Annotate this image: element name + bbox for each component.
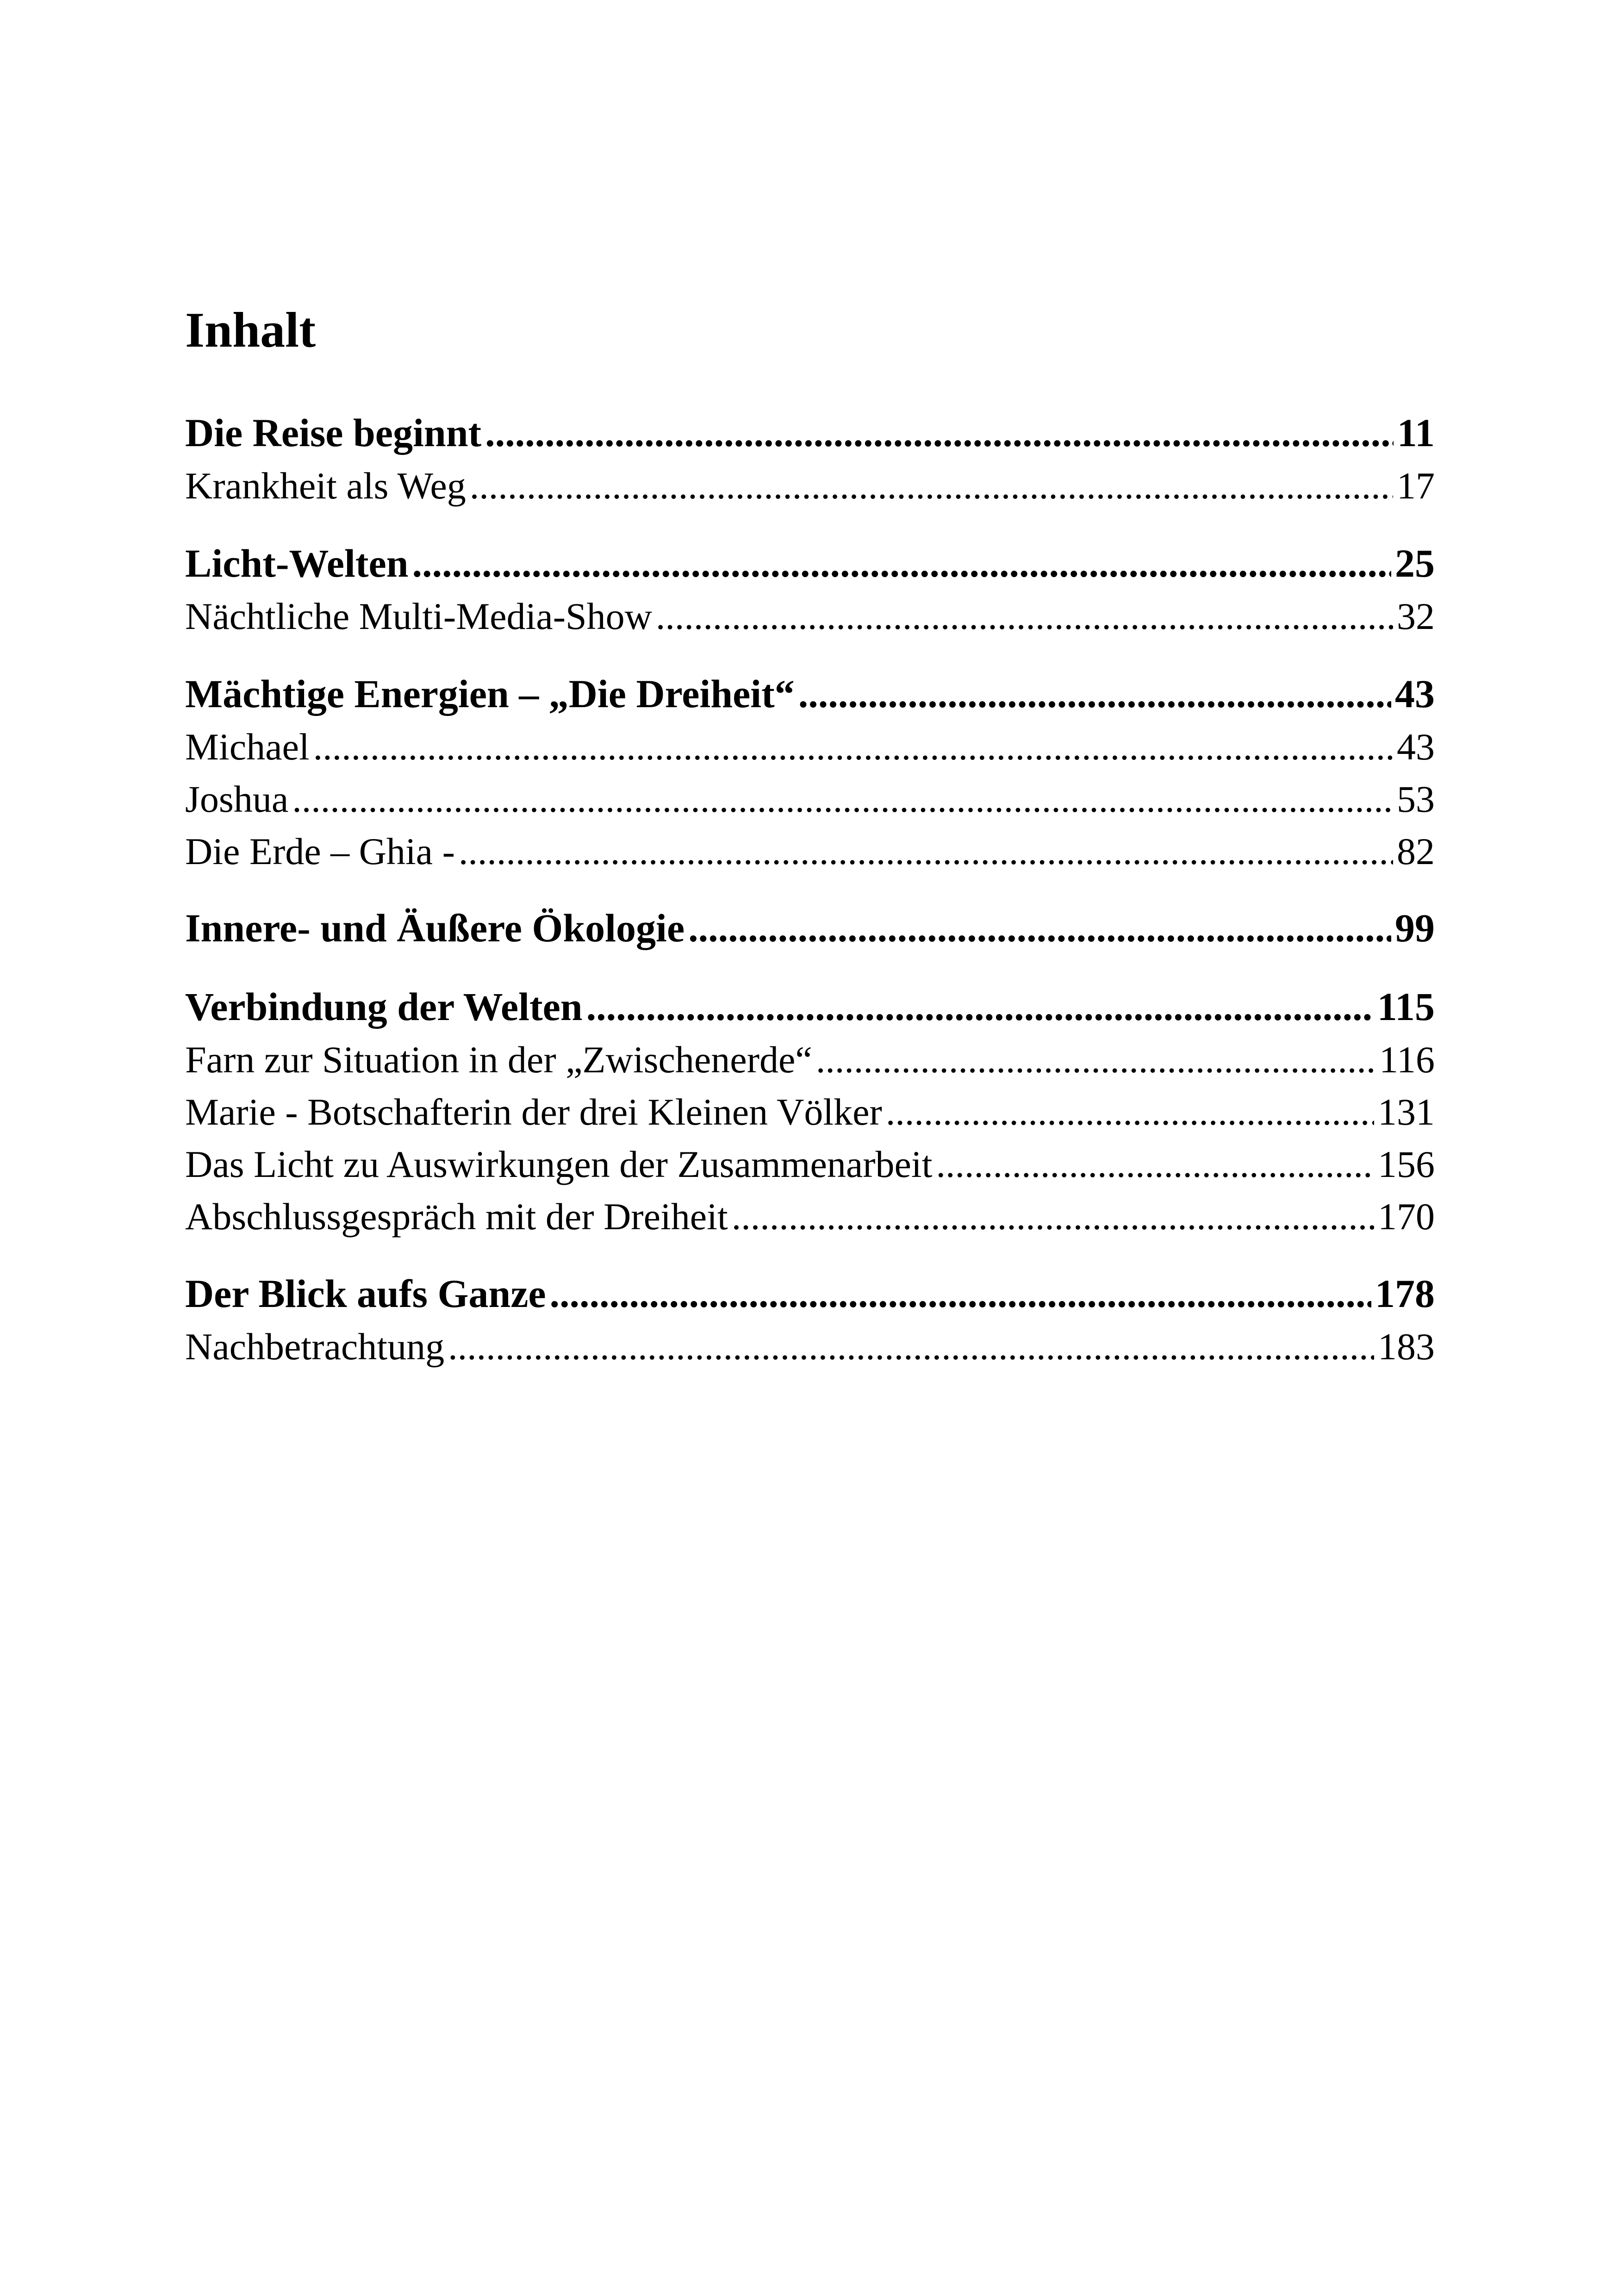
entry-page-number: 82 [1397,830,1435,872]
entry-label: Innere- und Äußere Ökologie [185,906,685,950]
toc-title: Inhalt [185,303,316,358]
dot-leader [459,828,1393,876]
entry-label: Mächtige Energien – „Die Dreiheit“ [185,672,795,716]
toc-section-entry [185,462,1435,510]
dot-leader [936,1140,1375,1188]
dot-leader [550,1268,1371,1319]
entry-label: Nächtliche Multi-Media-Show [185,595,652,637]
toc-chapter-entry [185,1268,1435,1319]
toc-section-entry [185,775,1435,823]
toc-section-entry [185,1323,1435,1371]
entry-page-number: 32 [1397,595,1435,637]
dot-leader [586,981,1374,1032]
entry-label: Verbindung der Welten [185,984,583,1029]
toc-section-entry [185,1036,1435,1084]
entry-label: Farn zur Situation in der „Zwischenerde“ [185,1039,812,1081]
entry-page-number: 156 [1378,1143,1435,1185]
entry-label: Abschlussgespräch mit der Dreiheit [185,1195,728,1238]
entry-page-number: 43 [1395,672,1435,716]
entry-label: Das Licht zu Auswirkungen der Zusammenarbeit [185,1143,933,1185]
entry-label: Joshua [185,778,289,820]
toc-section-entry [185,1088,1435,1136]
toc-section-entry [185,723,1435,771]
dot-leader [485,407,1394,458]
toc-chapter-entry [185,407,1435,458]
entry-page-number: 115 [1377,984,1435,1029]
dot-leader [292,775,1393,823]
entry-page-number: 17 [1397,465,1435,507]
toc-section-entry [185,828,1435,876]
entry-page-number: 99 [1395,906,1435,950]
entry-page-number: 170 [1378,1195,1435,1238]
entry-page-number: 25 [1395,541,1435,585]
dot-leader [816,1036,1375,1084]
entry-page-number: 53 [1397,778,1435,820]
entry-page-number: 11 [1397,411,1435,455]
dot-leader [412,538,1392,589]
dot-leader [313,723,1393,771]
toc-chapter-entry [185,538,1435,589]
entry-page-number: 43 [1397,726,1435,768]
toc-chapter-entry [185,902,1435,953]
dot-leader [732,1193,1374,1241]
dot-leader [656,592,1393,641]
entry-page-number: 116 [1379,1039,1435,1081]
entry-label: Licht-Welten [185,541,409,585]
entry-page-number: 178 [1375,1271,1435,1316]
toc-section-entry [185,592,1435,641]
dot-leader [448,1323,1374,1371]
toc-chapter-entry [185,981,1435,1032]
entry-page-number: 183 [1378,1325,1435,1368]
toc-chapter-entry [185,668,1435,719]
entry-label: Michael [185,726,310,768]
entry-label: Der Blick aufs Ganze [185,1271,546,1316]
entry-label: Marie - Botschafterin der drei Kleinen Völker [185,1091,882,1133]
entry-label: Krankheit als Weg [185,465,466,507]
entry-label: Die Erde – Ghia - [185,830,455,872]
entry-label: Die Reise beginnt [185,411,482,455]
entry-page-number: 131 [1378,1091,1435,1133]
toc-section-entry [185,1140,1435,1188]
dot-leader [886,1088,1374,1136]
dot-leader [798,668,1391,719]
entry-label: Nachbetrachtung [185,1325,445,1368]
toc-section-entry [185,1193,1435,1241]
dot-leader [470,462,1393,510]
dot-leader [688,902,1391,953]
